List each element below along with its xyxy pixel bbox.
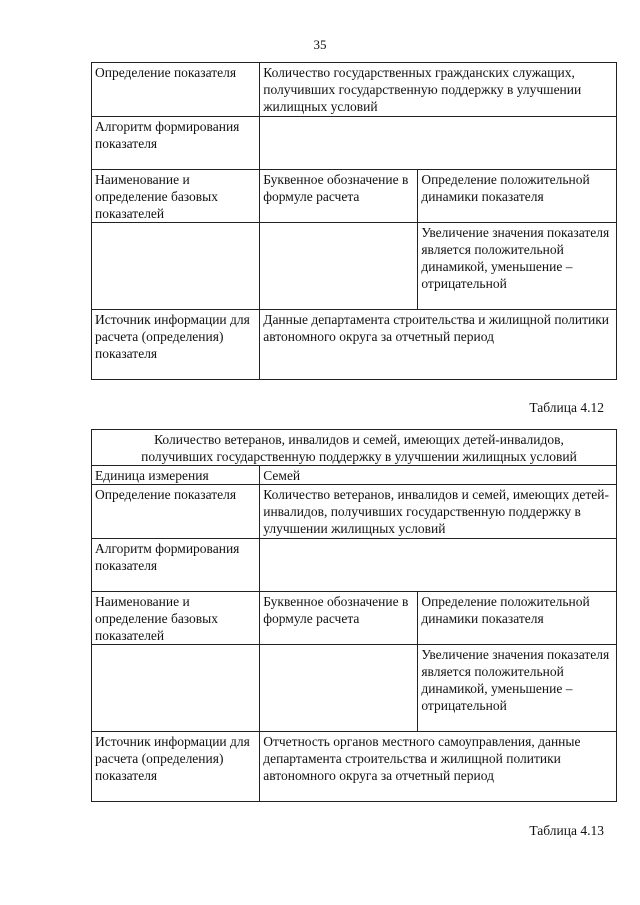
unit-label: Единица измерения (92, 466, 260, 485)
algorithm-label: Алгоритм формирования показателя (92, 539, 260, 592)
definition-label: Определение показателя (92, 63, 260, 117)
unit-value: Семей (260, 466, 617, 485)
letter-designation-label: Буквенное обозначение в формуле расчета (260, 170, 418, 223)
table-row (92, 592, 617, 645)
dynamics-label: Определение положительной динамики показателя (418, 592, 617, 645)
dynamics-value: Увеличение значения показателя является положительной динамикой, уменьшение – отрицательной (418, 645, 617, 732)
table-caption: Таблица 4.12 (529, 400, 604, 415)
table-header: Количество ветеранов, инвалидов и семей, имеющих детей-инвалидов, получивших государственную поддержку в улучшении жилищных условий (92, 430, 617, 466)
base-indicators-label: Наименование и определение базовых показателей (92, 592, 260, 645)
dynamics-value: Увеличение значения показателя является положительной динамикой, уменьшение – отрицательной (418, 223, 617, 310)
table-row (92, 732, 617, 802)
algorithm-label: Алгоритм формирования показателя (92, 117, 260, 170)
indicator-table-civil-servants (91, 62, 617, 380)
empty-cell (92, 223, 260, 310)
page-number: 35 (313, 37, 327, 52)
empty-cell (260, 223, 418, 310)
indicator-table-veterans (91, 429, 617, 802)
table-row (92, 430, 617, 466)
algorithm-value (260, 539, 617, 592)
table-row (92, 170, 617, 223)
source-label: Источник информации для расчета (определения) показателя (92, 732, 260, 802)
table-caption: Таблица 4.13 (529, 823, 604, 838)
source-value: Данные департамента строительства и жилищной политики автономного округа за отчетный период (260, 310, 617, 380)
dynamics-label: Определение положительной динамики показателя (418, 170, 617, 223)
source-value: Отчетность органов местного самоуправления, данные департамента строительства и жилищной политики автономного округа за отчетный период (260, 732, 617, 802)
table-row (92, 63, 617, 117)
source-label: Источник информации для расчета (определения) показателя (92, 310, 260, 380)
definition-value: Количество государственных гражданских служащих, получивших государственную поддержку в улучшении жилищных условий (260, 63, 617, 117)
table-row (92, 645, 617, 732)
empty-cell (92, 645, 260, 732)
definition-label: Определение показателя (92, 485, 260, 539)
table-row (92, 485, 617, 539)
table-row (92, 466, 617, 485)
table-row (92, 310, 617, 380)
table-row (92, 223, 617, 310)
table-row (92, 117, 617, 170)
base-indicators-label: Наименование и определение базовых показателей (92, 170, 260, 223)
table-row (92, 539, 617, 592)
letter-designation-label: Буквенное обозначение в формуле расчета (260, 592, 418, 645)
algorithm-value (260, 117, 617, 170)
empty-cell (260, 645, 418, 732)
definition-value: Количество ветеранов, инвалидов и семей, имеющих детей-инвалидов, получивших государственную поддержку в улучшении жилищных условий (260, 485, 617, 539)
